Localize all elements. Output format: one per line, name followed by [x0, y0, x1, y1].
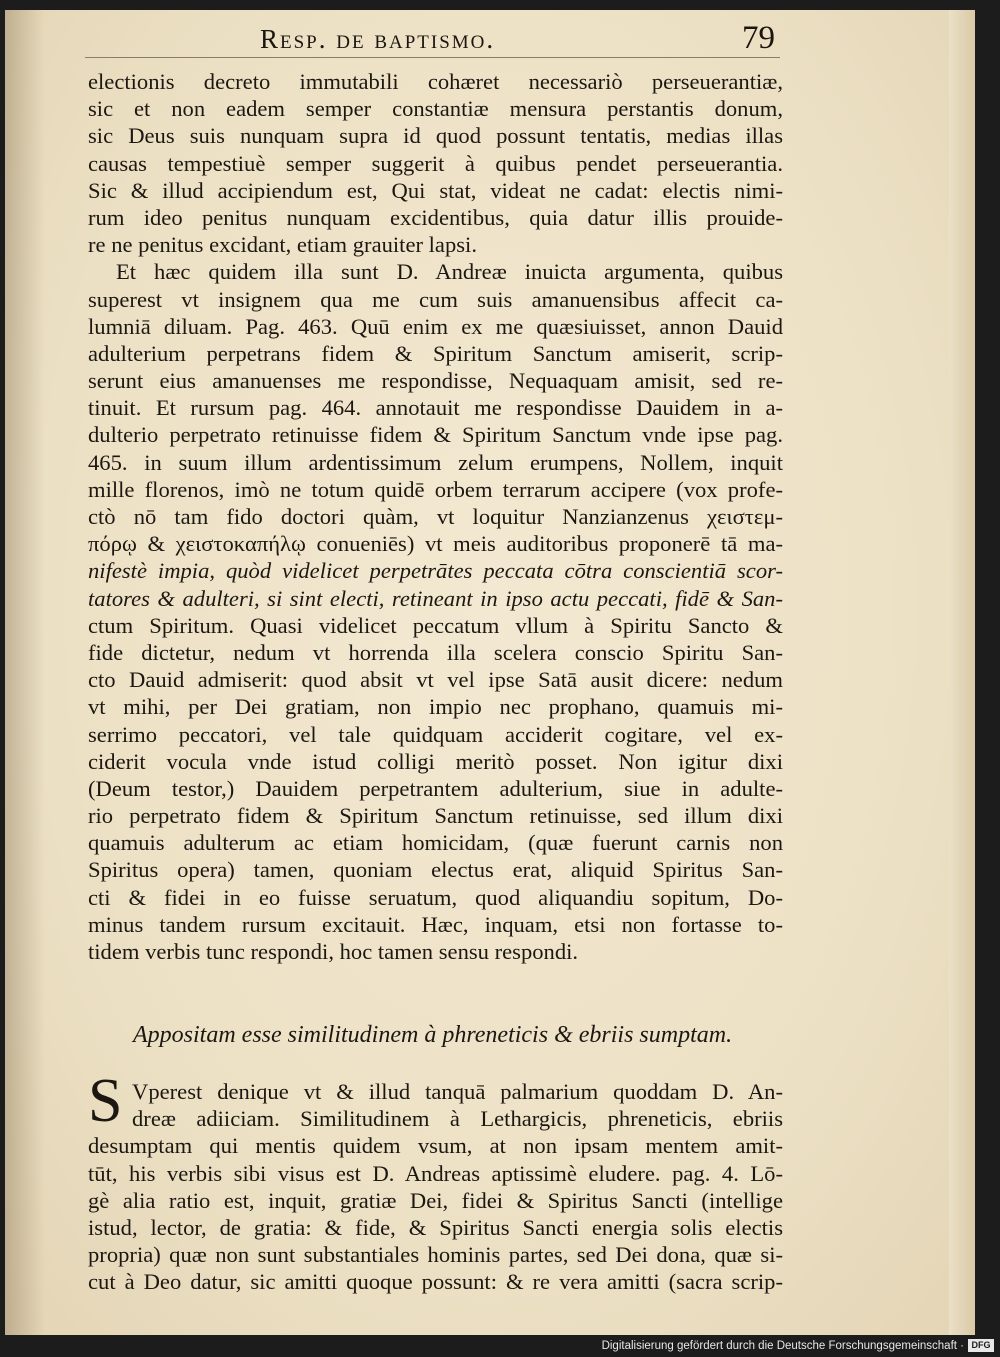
section-heading: Appositam esse similitudinem à phreneticis & ebriis sumptam. — [133, 1022, 733, 1048]
text-line: cut à Deo datur, sic amitti quoque possunt: & re vera amitti (sacra scrip- — [88, 1269, 783, 1295]
drop-cap: S — [88, 1067, 123, 1135]
text-line: Spiritus opera) tamen, quoniam electus erat, aliquid Spiritus San- — [88, 857, 783, 883]
text-line: fide dictetur, nedum vt horrenda illa scelera conscio Spiritu San- — [88, 639, 783, 665]
header-rule — [85, 57, 780, 58]
text-line: gè alia ratio est, inquit, gratiæ Dei, fidei & Spiritus Sancti (intellige — [88, 1187, 783, 1213]
book-page — [5, 10, 975, 1335]
text-line: superest vt insignem qua me cum suis amanuensibus affecit ca- — [88, 286, 783, 312]
text-line: rum ideo penitus nunquam excidentibus, quia datur illis prouide- — [88, 204, 783, 230]
text-line: cti & fidei in eo fuisse seruatum, quod aliquandiu sopitum, Do- — [88, 884, 783, 910]
body-text — [88, 68, 783, 965]
page-number: 79 — [742, 20, 775, 56]
text-line: desumptam qui mentis quidem vsum, at non ipsam mentem amit- — [88, 1133, 783, 1159]
text-line: nifestè impia, quòd videlicet perpetrātes peccata cōtra conscientiā scor- — [88, 558, 783, 584]
text-line: adulterium perpetrans fidem & Spiritum Sanctum amiserit, scrip- — [88, 340, 783, 366]
text-line: Vperest denique vt & illud tanquā palmarium quoddam D. An- — [132, 1079, 783, 1104]
footer-bar — [0, 1337, 1000, 1357]
text-line: vt mihi, per Dei gratiam, non impio nec prophano, quamuis mi- — [88, 694, 783, 720]
text-line: (Deum testor,) Dauidem perpetrantem adulterium, siue in adulte- — [88, 775, 783, 801]
text-line: mille florenos, imò ne totum quidē orbem terrarum accipere (vox profe- — [88, 476, 783, 502]
funding-notice: Digitalisierung gefördert durch die Deutsche Forschungsgemeinschaft · — [601, 1340, 964, 1352]
text-line: tidem verbis tunc respondi, hoc tamen sensu respondi. — [88, 939, 579, 964]
text-line: πόρῳ & χειστοκαπήλῳ conueniēs) vt meis auditoribus proponerē tā ma- — [88, 531, 783, 557]
text-line: rio perpetrato fidem & Spiritum Sanctum retinuisse, sed illum dixi — [88, 803, 783, 829]
text-line: Et hæc quidem illa sunt D. Andreæ inuicta argumenta, quibus — [116, 259, 783, 285]
page-edge — [949, 10, 975, 1335]
text-line: istud, lector, de gratia: & fide, & Spiritus Sancti energia solis electis — [88, 1214, 783, 1240]
text-line: 465. in suum illum ardentissimum zelum erumpens, Nollem, inquit — [88, 449, 783, 475]
text-line: ctò nō tam fido doctori quàm, vt loquitur Nanzianzenus χειστεμ- — [88, 504, 783, 529]
dfg-logo: DFG — [968, 1339, 994, 1352]
text-line: lumniā diluam. Pag. 463. Quū enim ex me quæsiuisset, annon Dauid — [88, 313, 783, 339]
text-line: Sic & illud accipiendum est, Qui stat, videat ne cadat: electis nimi- — [88, 177, 783, 203]
text-line: re ne penitus excidant, etiam grauiter lapsi. — [88, 232, 477, 258]
text-line: sic Deus suis nunquam supra id quod possunt tentatis, medias illas — [88, 123, 783, 149]
text-line: serunt eius amanuenses me respondisse, Nequaquam amisit, sed re- — [88, 368, 783, 394]
text-line: propria) quæ non sunt substantiales hominis partes, sed Dei dona, quæ si- — [88, 1242, 783, 1268]
text-line: tatores & adulteri, si sint electi, retineant in ipso actu peccati, fidē & San- — [88, 585, 783, 611]
body-text-2 — [88, 1078, 783, 1296]
text-line: tūt, his verbis sibi visus est D. Andreas aptissimè eludere. pag. 4. Lō- — [88, 1160, 783, 1186]
text-line: tinuit. Et rursum pag. 464. annotauit me respondisse Dauidem in a- — [88, 395, 783, 421]
gutter-shadow — [5, 10, 45, 1335]
text-line: dulterio perpetrato retinuisse fidem & Spiritum Sanctum vnde ipse pag. — [88, 422, 783, 448]
running-head: Resp. de baptismo. — [260, 24, 496, 54]
text-line: cto Dauid admiserit: quod absit vt vel ipse Satā ausit dicere: nedum — [88, 667, 783, 693]
text-line: minus tandem rursum excitauit. Hæc, inquam, etsi non fortasse to- — [88, 911, 783, 937]
text-line: dreæ adiiciam. Similitudinem à Lethargicis, phreneticis, ebriis — [132, 1106, 783, 1132]
text-line: electionis decreto immutabili cohæret necessariò perseuerantiæ, — [88, 69, 783, 94]
text-line: ciderit vocula vnde istud colligi meritò posset. Non igitur dixi — [88, 748, 783, 774]
text-line: serrimo peccatori, vel tale quidquam acciderit cogitare, vel ex- — [88, 721, 783, 747]
text-line: quamuis adulterum ac etiam homicidam, (quæ fuerunt carnis non — [88, 830, 783, 856]
text-line: ctum Spiritum. Quasi videlicet peccatum vllum à Spiritu Sancto & — [88, 612, 783, 638]
text-line: causas tempestiuè semper suggerit à quibus pendet perseuerantia. — [88, 150, 783, 176]
text-line: sic et non eadem semper constantiæ mensura perstantis donum, — [88, 96, 783, 122]
